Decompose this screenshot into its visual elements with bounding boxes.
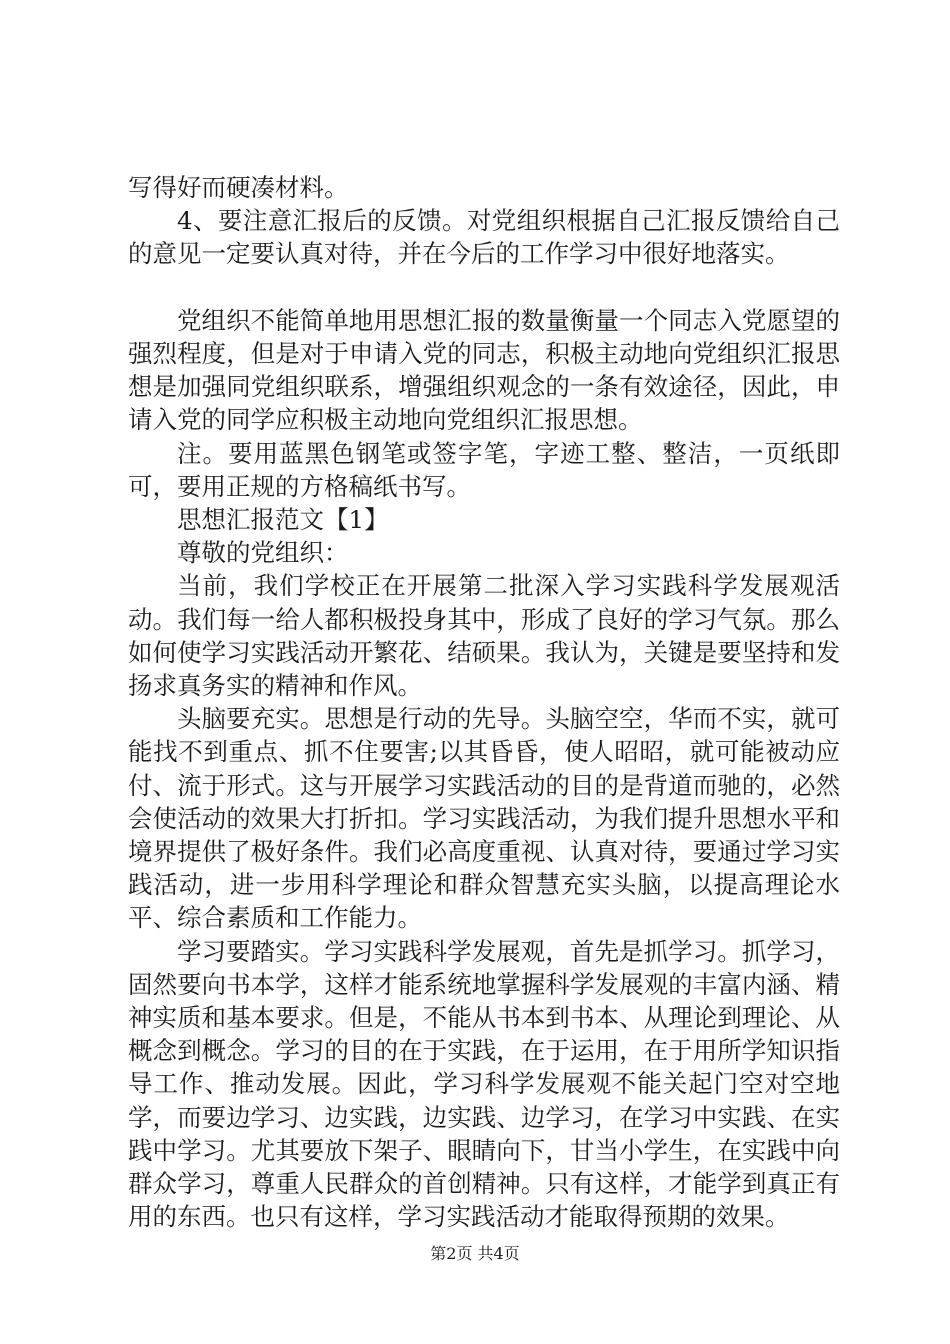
paragraph: 写得好而硬凑材料。: [128, 173, 349, 202]
page-number: 第2页 共4页: [430, 1244, 520, 1263]
paragraph: 学习要踏实。学习实践科学发展观，首先是抓学习。抓学习，固然要向书本学，这样才能系统地掌握科学发展观的丰富内涵、精神实质和基本要求。但是，不能从书本到书本、从理论到理论、从概念到概念。学习的目的在于实践，在于运用，在于用所学知识指导工作、推动发展。因此，学习科学发展观不能关起门空对空地学，而要边学习、边实践，边实践、边学习，在学习中实践、在实践中学习。尤其要放下架子、眼睛向下，甘当小学生，在实践中向群众学习，尊重人民群众的首创精神。只有这样，才能学到真正有用的东西。也只有这样，学习实践活动才能取得预期的效果。: [128, 936, 840, 1232]
paragraph: 注。要用蓝黑色钢笔或签字笔，字迹工整、整洁，一页纸即可，要用正规的方格稿纸书写。: [128, 438, 840, 501]
paragraph: 当前，我们学校正在开展第二批深入学习实践科学发展观活动。我们每一给人都积极投身其中，形成了良好的学习气氛。那么如何使学习实践活动开繁花、结硕果。我认为，关键是要坚持和发扬求真务实的精神和作风。: [128, 571, 840, 701]
paragraph: 党组织不能简单地用思想汇报的数量衡量一个同志入党愿望的强烈程度，但是对于申请入党的同志，积极主动地向党组织汇报思想是加强同党组织联系，增强组织观念的一条有效途径，因此，申请入党的同学应积极主动地向党组织汇报思想。: [128, 305, 840, 435]
page-footer: [0, 1244, 950, 1264]
paragraph: 头脑要充实。思想是行动的先导。头脑空空，华而不实，就可能找不到重点、抓不住要害;以其昏昏，使人昭昭，就可能被动应付、流于形式。这与开展学习实践活动的目的是背道而驰的，必然会使活动的效果大打折扣。学习实践活动，为我们提升思想水平和境界提供了极好条件。我们必高度重视、认真对待，要通过学习实践活动，进一步用科学理论和群众智慧充实头脑，以提高理论水平、综合素质和工作能力。: [128, 704, 840, 933]
section-heading: 思想汇报范文【1】: [177, 505, 389, 535]
blank-line: [128, 271, 840, 304]
salutation: 尊敬的党组织：: [177, 538, 349, 568]
document-body: [128, 171, 840, 1233]
paragraph: 4、要注意汇报后的反馈。对党组织根据自己汇报反馈给自己的意见一定要认真对待，并在今后的工作学习中很好地落实。: [128, 206, 840, 269]
